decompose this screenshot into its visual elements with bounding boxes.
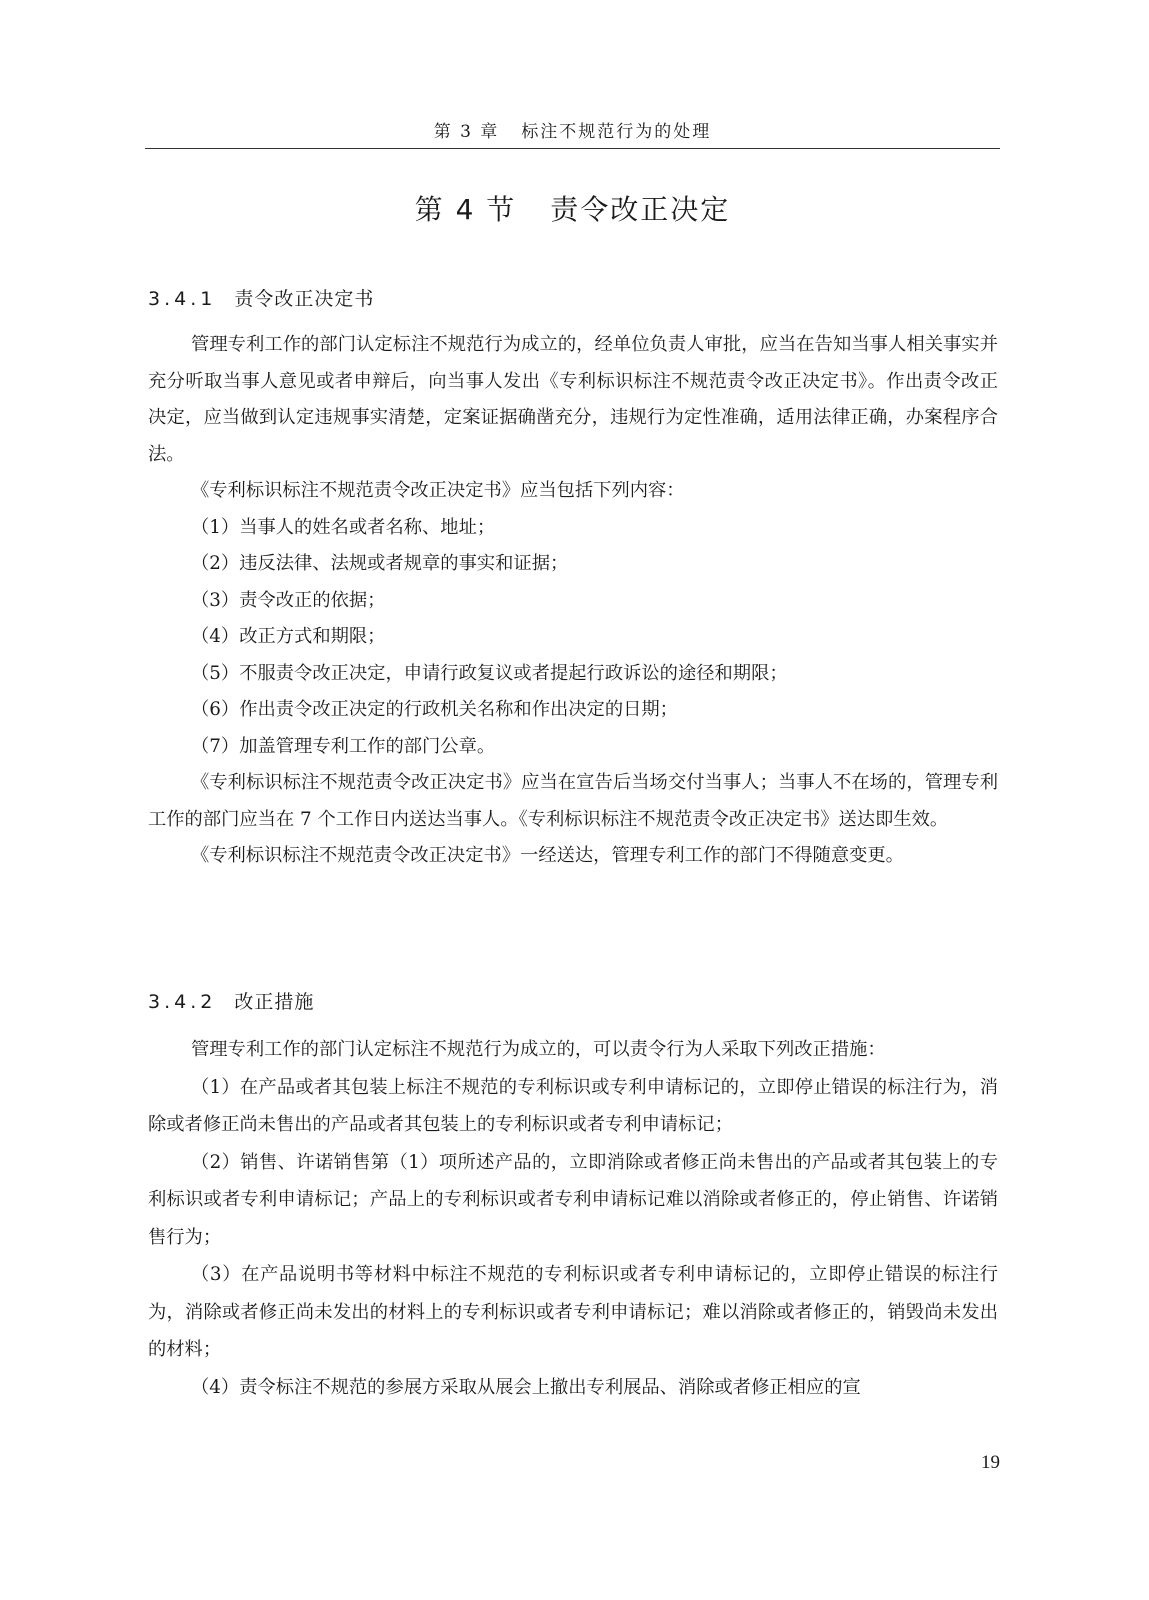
list-item: （4）改正方式和期限； [191,626,386,647]
section-title [145,188,1000,228]
subsection-body-3-4-2 [148,1031,998,1406]
subsection-heading-3-4-2 [148,987,314,1014]
paragraph: 管理专利工作的部门认定标注不规范行为成立的，可以责令行为人采取下列改正措施： [191,1039,886,1060]
subsection-number: 3.4.1 [148,288,217,310]
measure-item: （1）在产品或者其包装上标注不规范的专利标识或专利申请标记的，立即停止错误的标注行为，消除或者修正尚未售出的产品或者其包装上的专利标识或者专利申请标记； [148,1076,998,1135]
measure-item: （3）在产品说明书等材料中标注不规范的专利标识或者专利申请标记的，立即停止错误的标注行为，消除或者修正尚未发出的材料上的专利标识或者专利申请标记；难以消除或者修正的，销毁尚未发出的材料； [148,1264,998,1360]
paragraph: 《专利标识标注不规范责令改正决定书》应当在宣告后当场交付当事人；当事人不在场的，管理专利工作的部门应当在 7 个工作日内送达当事人。《专利标识标注不规范责令改正决定书》送达即生效。 [148,772,998,830]
list-item: （2）违反法律、法规或者规章的事实和证据； [191,553,569,574]
section-name: 责令改正决定 [550,193,731,226]
measure-item: （4）责令标注不规范的参展方采取从展会上撤出专利展品、消除或者修正相应的宣 [191,1376,861,1398]
paragraph: 《专利标识标注不规范责令改正决定书》应当包括下列内容： [191,480,685,501]
paragraph: 《专利标识标注不规范责令改正决定书》一经送达，管理专利工作的部门不得随意变更。 [191,845,904,866]
measure-item: （2）销售、许诺销售第（1）项所述产品的，立即消除或者修正尚未售出的产品或者其包装上的专利标识或者专利申请标记；产品上的专利标识或者专利申请标记难以消除或者修正的，停止销售、许诺销售行为； [148,1151,998,1248]
chapter-number: 第 3 章 [433,122,500,142]
list-item: （3）责令改正的依据； [191,589,386,611]
list-item: （1）当事人的姓名或者名称、地址； [191,516,496,538]
running-header [145,117,1000,142]
chapter-title: 标注不规范行为的处理 [521,122,712,142]
page-number: 19 [981,1452,1000,1473]
subsection-title: 改正措施 [234,991,315,1013]
list-item: （6）作出责令改正决定的行政机关名称和作出决定的日期； [191,699,678,720]
section-number: 第 4 节 [414,193,517,226]
subsection-number: 3.4.2 [148,991,217,1013]
header-rule [145,148,1000,149]
list-item: （5）不服责令改正决定，申请行政复议或者提起行政诉讼的途径和期限； [191,662,788,684]
paragraph: 管理专利工作的部门认定标注不规范行为成立的，经单位负责人审批，应当在告知当事人相关事实并充分听取当事人意见或者申辩后，向当事人发出《专利标识标注不规范责令改正决定书》。作出责令改正决定，应当做到认定违规事实清楚，定案证据确凿充分，违规行为定性准确，适用法律正确，办案程序合法。 [148,334,998,465]
subsection-body-3-4-1 [148,327,998,875]
subsection-heading-3-4-1 [148,284,374,311]
subsection-title: 责令改正决定书 [234,288,375,310]
list-item: （7）加盖管理专利工作的部门公章。 [191,735,496,757]
